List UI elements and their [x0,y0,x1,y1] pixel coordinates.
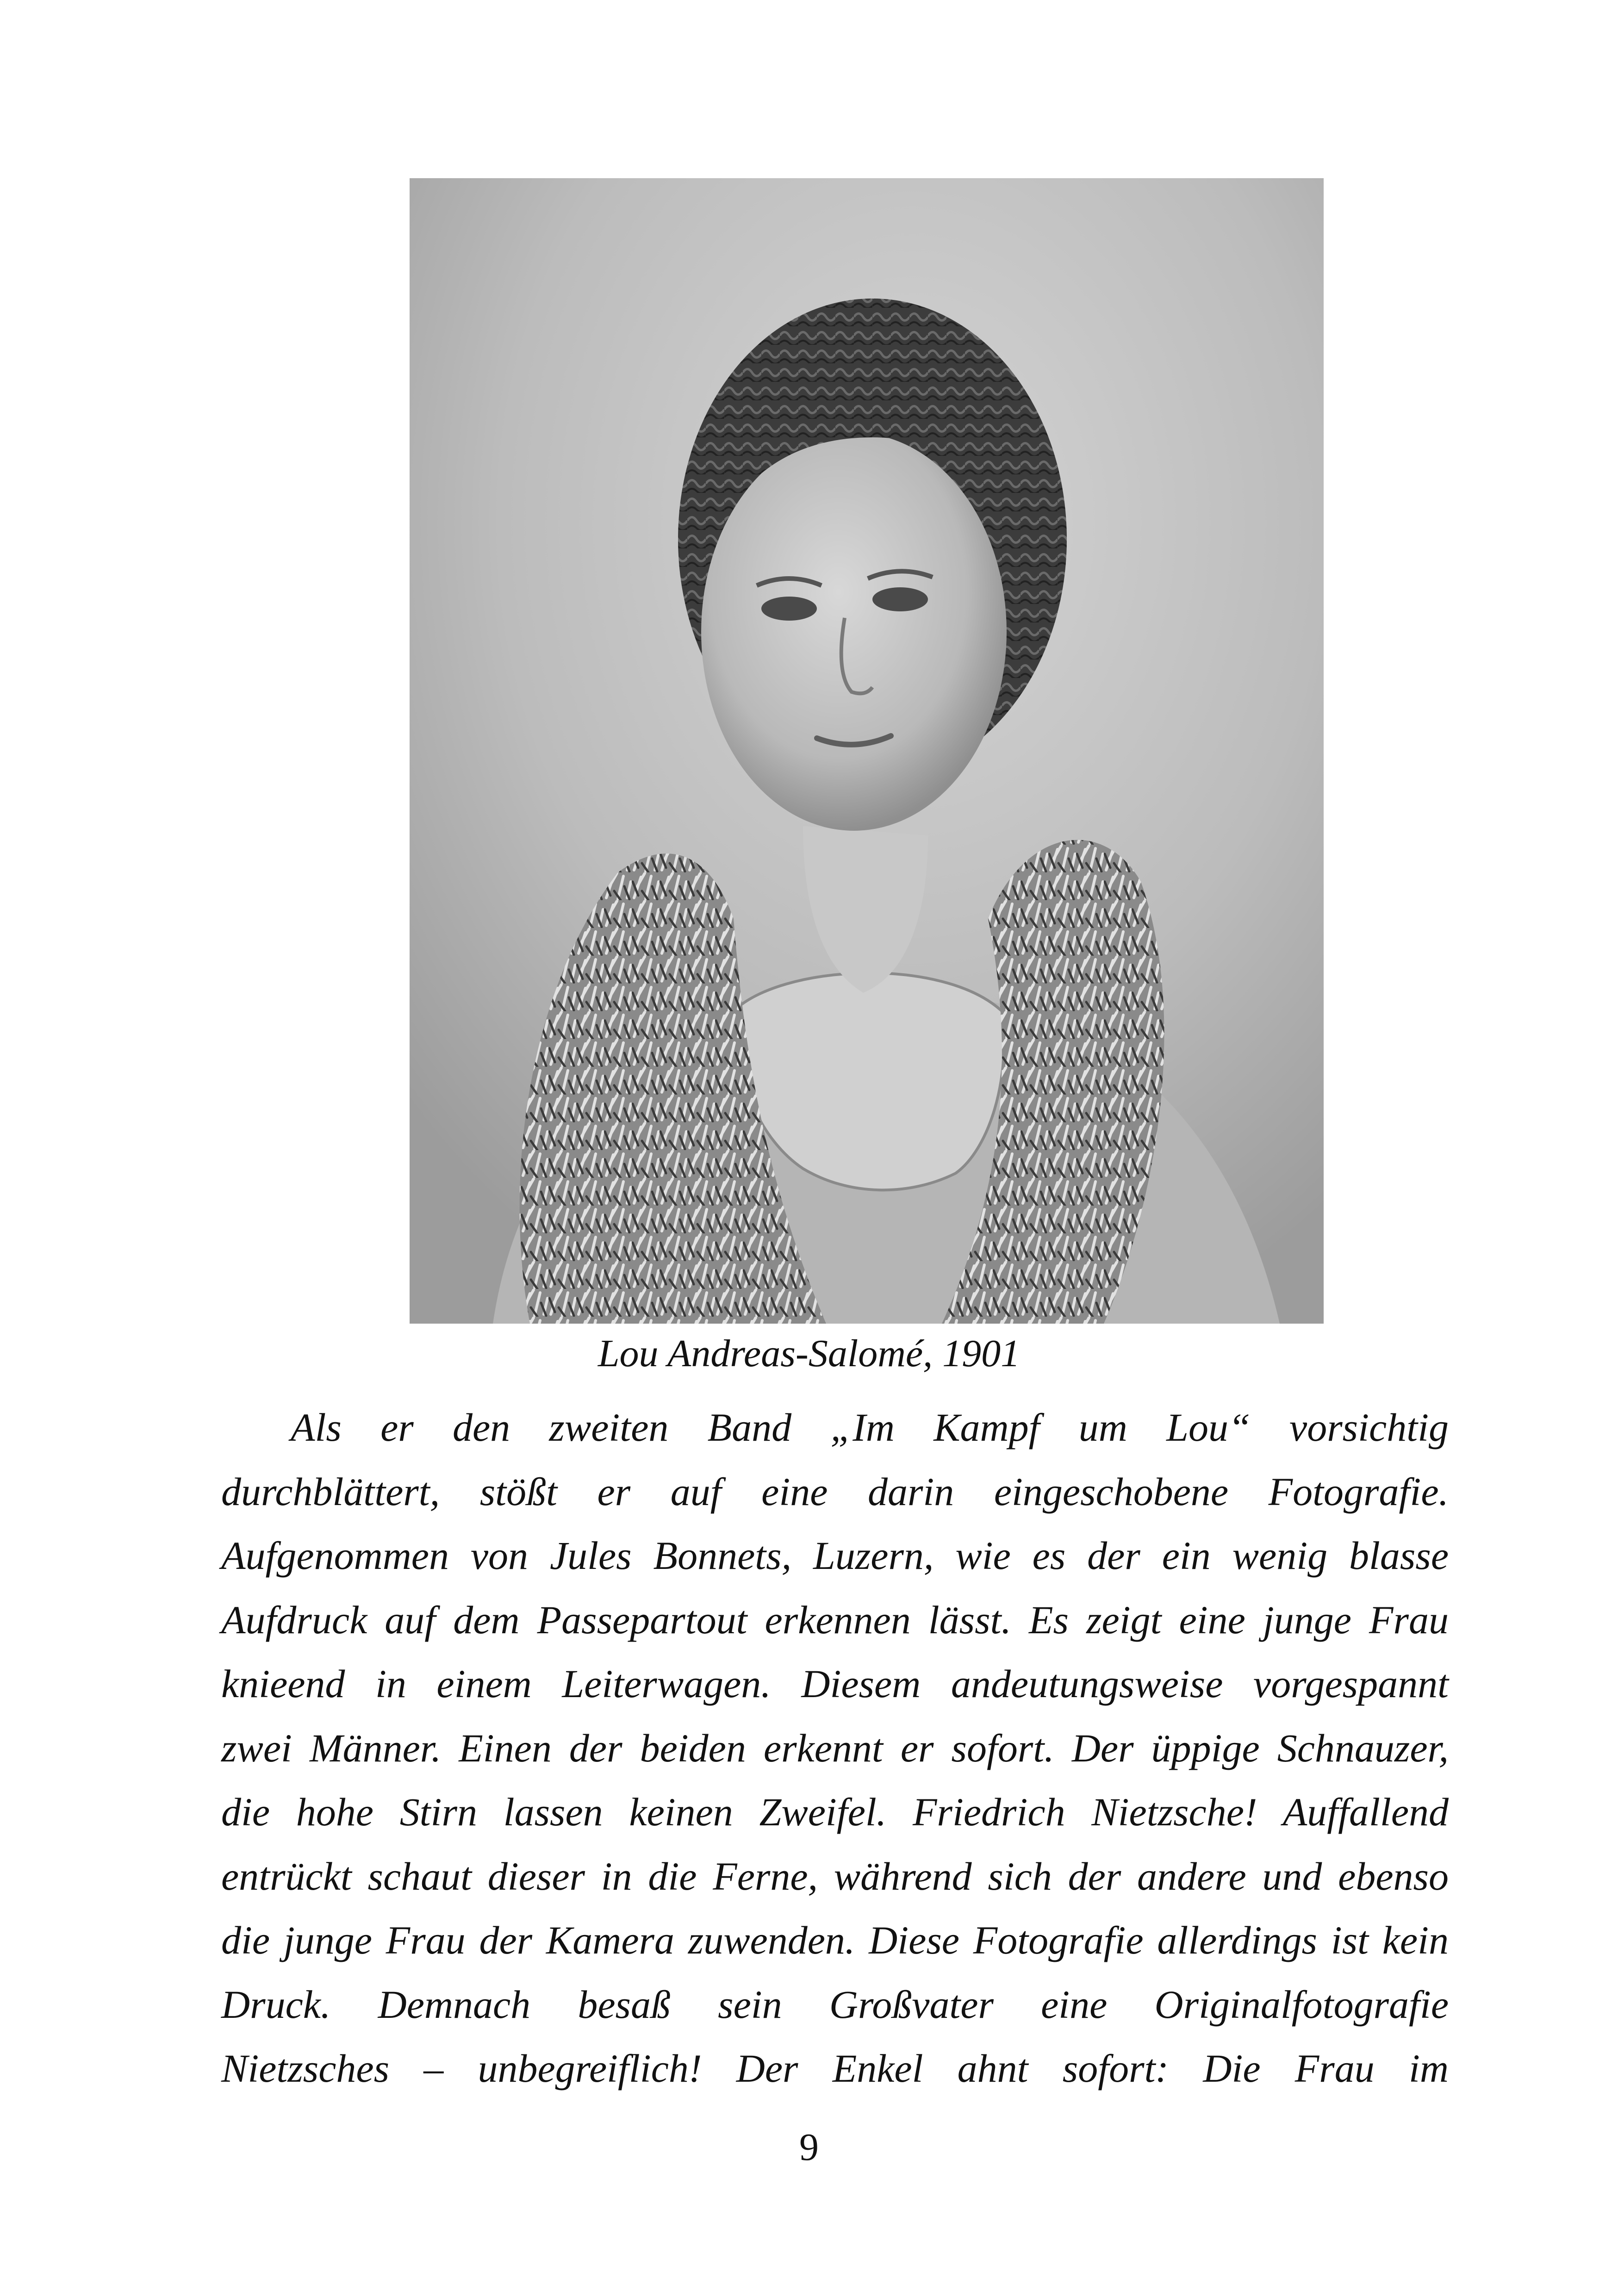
portrait-illustration [410,178,1324,1324]
text-line: die junge Frau der Kamera zuwenden. Diese Fotografie allerdings ist kein [221,1918,1449,1962]
text-line: durchblättert, stößt er auf eine darin eingeschobene Fotografie. [221,1469,1449,1514]
page-number: 9 [799,2126,819,2169]
figure-caption: Lou Andreas-Salomé, 1901 [597,1332,1021,1375]
text-line: Nietzsches – unbegreiflich! Der Enkel ahnt sofort: Die Frau im [221,2046,1449,2091]
text-line: Druck. Demnach besaß sein Großvater eine Originalfotografie [221,1982,1449,2027]
text-line: die hohe Stirn lassen keinen Zweifel. Friedrich Nietzsche! Auffallend [221,1790,1449,1834]
text-line: Aufdruck auf dem Passepartout erkennen lässt. Es zeigt eine junge Frau [221,1597,1449,1642]
body-paragraph [221,1395,1449,2101]
text-line: knieend in einem Leiterwagen. Diesem andeutungsweise vorgespannt [221,1661,1449,1706]
portrait-photograph [410,178,1324,1324]
text-line: Als er den zweiten Band „Im Kampf um Lou“ vorsichtig [291,1405,1449,1450]
text-line: zwei Männer. Einen der beiden erkennt er sofort. Der üppige Schnauzer, [221,1725,1449,1770]
text-line: Aufgenommen von Jules Bonnets, Luzern, wie es der ein wenig blasse [221,1533,1449,1578]
text-line: entrückt schaut dieser in die Ferne, während sich der andere und ebenso [221,1854,1449,1898]
